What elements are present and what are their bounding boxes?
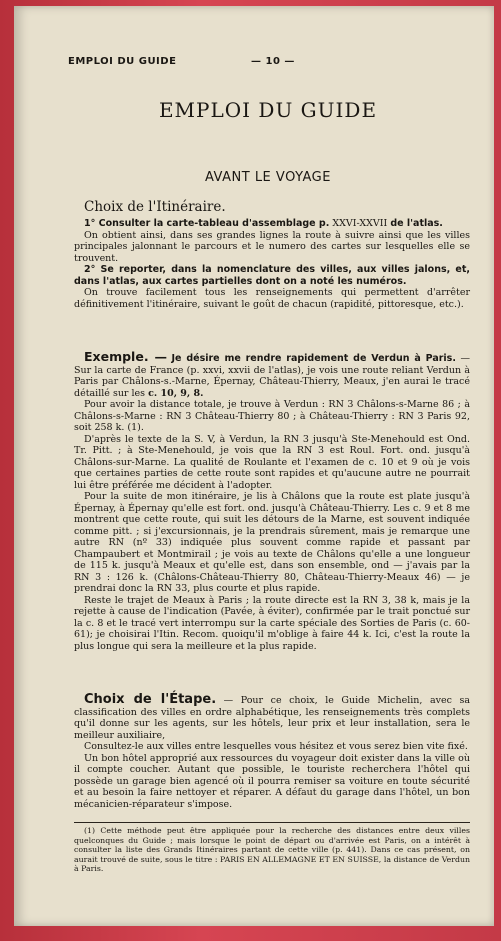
exemple-p5: Reste le trajet de Meaux à Paris ; la route directe est la RN 3, 38 k, mais je la rejette à cause de l'indication (Pavée, à éviter), confirmée par le trait ponctué sur la c. 8 et le tracé vert interrompu sur la carte spéciale des Sorties de Paris (c. 60-61); je choisirai l'Itin. Recom. quoiqu'il m'oblige à faire 44 k. Ici, c'est la route la plus longue qui sera la meilleure et la plus rapide.	[74, 594, 470, 652]
page-subtitle: AVANT LE VOYAGE	[205, 170, 331, 185]
running-head-title: EMPLOI DU GUIDE	[68, 56, 177, 67]
footnote-rule	[74, 822, 470, 823]
section-etape	[74, 694, 470, 810]
itineraire-para1: On obtient ainsi, dans ses grandes lignes la route à suivre ainsi que les villes principales jalonnant le parcours et le numero des cartes sur lesquelles elle se trouvent.	[74, 229, 470, 264]
book-page	[14, 6, 494, 926]
item1-pages: XXVI-XXVII	[329, 218, 388, 229]
exemple-p3: D'après le texte de la S. V, à Verdun, la RN 3 jusqu'à Ste-Menehould est Ond. Tr. Pitt. ; à Ste-Menehould, je vois que la RN 3 est Roul. Fort. ond. jusqu'à Châlons-sur-Marne. La qualité de Roulante et l'examen de c. 10 et 9 où je vois que certaines parties de cette route sont rapides et qu'aucune autre ne pourrait lui être préférée me décident à l'adopter.	[74, 433, 470, 491]
section-itineraire	[74, 218, 470, 310]
itineraire-para2: On trouve facilement tous les renseignements qui permettent d'arrêter définitivement l'itinéraire, suivant le goût de chacun (rapidité, pittoresque, etc.).	[74, 287, 470, 310]
footnote	[74, 826, 470, 874]
page-title: EMPLOI DU GUIDE	[158, 98, 378, 122]
item1-bold: 1° Consulter la carte-tableau d'assemblage p.	[84, 218, 330, 229]
section-exemple	[74, 351, 470, 652]
etape-p2: Consultez-le aux villes entre lesquelles vous hésitez et vous serez bien vite fixé.	[84, 741, 468, 752]
exemple-p1: — Sur la carte de France (p. xxvi, xxvii de l'atlas), je vois une route reliant Verdun à Paris par Châlons-s.-Marne, Épernay, Château-Thierry, Meaux, j'en aurai le tracé détaillé sur les	[74, 353, 470, 399]
etape-p1: — Pour ce choix, le Guide Michelin, avec sa classification des villes en ordre alphabétique, les renseignements très complets qu'il donne sur les agents, sur les hôtels, leur prix et leur installation, sera le meilleur auxiliaire,	[74, 695, 470, 741]
footnote-text: (1) Cette méthode peut être appliquée pour la recherche des distances entre deux villes quelconques du Guide ; mais lorsque le point de départ ou d'arrivée est Paris, on a intérêt à consulter la liste des Grands Itinéraires partant de cette ville (p. 441). Dans ce cas présent, on aurait trouvé de suite, sous le titre : PARIS EN ALLEMAGNE ET EN SUISSE, la distance de Verdun à Paris.	[74, 826, 470, 873]
item2-bold: 2° Se reporter, dans la nomenclature des villes, aux villes jalons, et, dans l'atlas, aux cartes partielles dont on a noté les numéros.	[74, 264, 470, 287]
exemple-p1-bold: c. 10, 9, 8.	[148, 387, 204, 399]
exemple-p4: Pour la suite de mon itinéraire, je lis à Châlons que la route est plate jusqu'à Épernay, à Épernay qu'elle est fort. ond. jusqu'à Château-Thierry. Les c. 9 et 8 me montrent que cette route, qui suit les détours de la Marne, est souvent indiquée comme pitt. ; si j'excursionnais, je la prendrais sûrement, mais je remarque une autre RN (nº 33) indiquée plus souvent comme rapide et passant par Champaubert et Montmirail ; je vois au texte de Châlons qu'elle a une longueur de 115 k. jusqu'à Meaux et qu'elle est, dans son ensemble, ond — j'avais par la RN 3 : 126 k. (Châlons-Château-Thierry 80, Château-Thierry-Meaux 46) — je prendrai donc la RN 33, plus courte et plus rapide.	[74, 491, 470, 594]
exemple-p2: Pour avoir la distance totale, je trouve à Verdun : RN 3 Châlons-s-Marne 86 ; à Châlons-s-Marne : RN 3 Château-Thierry 80 ; à Château-Thierry : RN 3 Paris 92, soit 258 k. (1).	[74, 399, 470, 433]
section-heading-itineraire: Choix de l'Itinéraire.	[84, 199, 226, 215]
etape-p3: Un bon hôtel approprié aux ressources du voyageur doit exister dans la ville où il compte coucher. Autant que possible, le touriste recherchera l'hôtel qui possède un garage bien agencé où il pourra remiser sa voiture en toute sécurité et au besoin la faire nettoyer et réparer. A défaut du garage dans l'hôtel, un bon mécanicien-réparateur s'impose.	[74, 752, 470, 810]
exemple-lead: Je désire me rendre rapidement de Verdun à Paris.	[171, 353, 456, 364]
etape-heading: Choix de l'Étape.	[84, 692, 217, 707]
exemple-heading: Exemple. —	[84, 349, 167, 364]
page-number: — 10 —	[251, 56, 295, 67]
item1-bold2: de l'atlas.	[390, 218, 443, 229]
